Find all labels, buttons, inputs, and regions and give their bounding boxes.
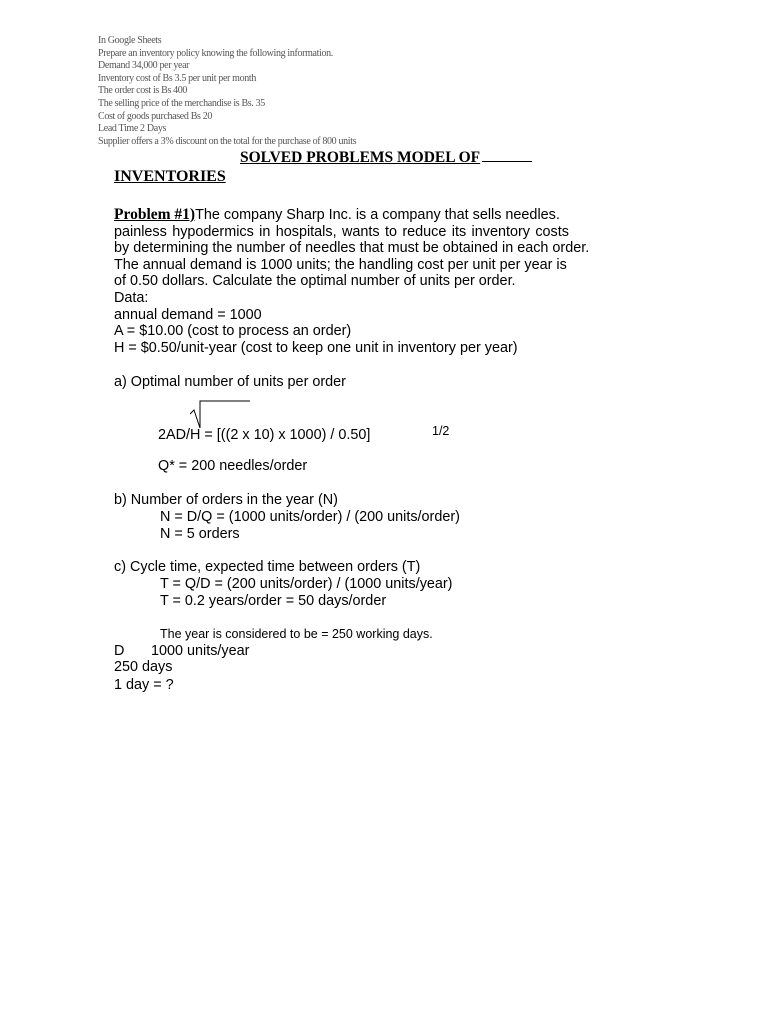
page-title-line1 [240,149,532,167]
part-a-result: Q* = 200 needles/order [158,458,308,474]
part-a-heading: a) Optimal number of units per order [114,374,346,390]
intro-note-line: Inventory cost of Bs 3.5 per unit per month [98,72,256,84]
problem-text-line: The company Sharp Inc. is a company that sells needles. [195,207,560,223]
intro-note-line: Demand 34,000 per year [98,60,190,72]
intro-note-line: Cost of goods purchased Bs 20 [98,110,213,122]
problem-text-line: of 0.50 dollars. Calculate the optimal number of units per order. [114,273,516,290]
problem-label: Problem #1) [114,206,196,223]
table-row1-label: D [114,643,125,659]
table-row1-value: 1000 units/year [151,643,250,659]
part-c-heading: c) Cycle time, expected time between orders (T) [114,559,421,575]
part-c-line2: T = 0.2 years/order = 50 days/order [160,593,387,609]
data-annual-demand: annual demand = 1000 [114,306,262,323]
title-underline-gap [482,160,532,162]
intro-note-line: Supplier offers a 3% discount on the total for the purchase of 800 units [98,135,357,147]
intro-note-line: The selling price of the merchandise is Bs. 35 [98,97,265,109]
data-order-cost: A = $10.00 (cost to process an order) [114,323,352,340]
part-b-line2: N = 5 orders [160,526,240,542]
intro-note-line: Prepare an inventory policy knowing the following information. [98,47,333,59]
intro-note-line: In Google Sheets [98,35,162,46]
part-c-line1: T = Q/D = (200 units/order) / (1000 units/year) [160,576,453,592]
table-row3: 1 day = ? [114,677,174,693]
problem-statement [114,207,606,356]
problem-text-line: painless hypodermics in hospitals, wants to reduce its inventory costs [114,223,569,240]
data-label: Data: [114,289,149,306]
page-title-line2: INVENTORIES [114,168,226,185]
working-days-note: The year is considered to be = 250 working days. [160,627,433,641]
intro-notes [98,35,498,148]
problem-text-line: The annual demand is 1000 units; the handling cost per unit per year is [114,256,567,273]
square-root-sign [190,398,252,430]
page-title-text: SOLVED PROBLEMS MODEL OF [240,149,481,166]
data-holding-cost: H = $0.50/unit-year (cost to keep one unit in inventory per year) [114,339,518,356]
problem-text-line: by determining the number of needles that must be obtained in each order. [114,240,590,257]
part-a-formula: 2AD/H = [((2 x 10) x 1000) / 0.50] [158,427,371,443]
problem-first-line [114,207,606,224]
table-row2: 250 days [114,659,173,675]
intro-note-line: The order cost is Bs 400 [98,85,188,97]
part-b-heading: b) Number of orders in the year (N) [114,492,338,508]
part-b-line1: N = D/Q = (1000 units/order) / (200 units/order) [160,509,460,525]
intro-note-line: Lead Time 2 Days [98,123,167,135]
part-a-exponent: 1/2 [432,424,450,438]
